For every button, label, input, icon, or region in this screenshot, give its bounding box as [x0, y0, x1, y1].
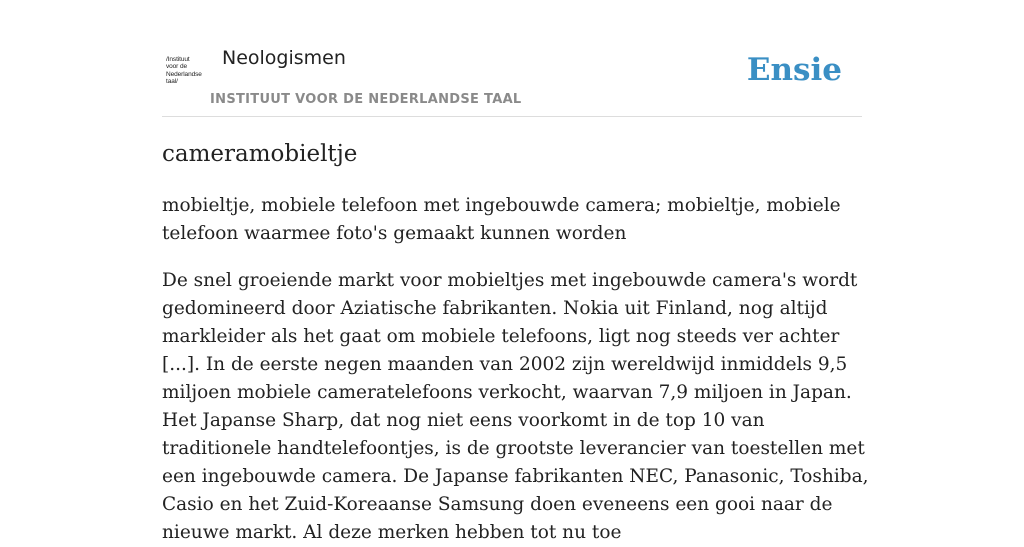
entry-example-quote: De snel groeiende markt voor mobieltjes met ingebouwde camera's wordt gedomineerd door Aziatische fabrikanten. Nokia uit Finland, nog altijd markleider als het gaat om mobiele telefoons, ligt nog steeds ver achter [...]. In de eerste negen maanden van 2002 zijn wereldwijd inmiddels 9,5 miljoen mobiele cameratelefoons verkocht, waarvan 7,9 miljoen in Japan. Het Japanse Sharp, dat nog niet eens voorkomt in de top 10 van traditionele handtelefoontjes, is de grootste leverancier van toestellen met een ingebouwde camera. De Japanse fabrikanten NEC, Panasonic, Toshiba, Casio en het Zuid-Koreaanse Samsung doen eveneens een gooi naar de nieuwe markt. Al deze merken hebben tot nu toe: [162, 270, 869, 543]
organization-name: INSTITUUT VOOR DE NEDERLANDSE TAAL: [210, 92, 522, 107]
site-header: [162, 42, 862, 117]
entry-headword: cameramobieltje: [162, 141, 358, 167]
site-title[interactable]: Neologismen: [222, 47, 346, 69]
ensie-logo[interactable]: Ensie: [746, 52, 842, 88]
ivdnt-logo[interactable]: /Instituut voor de Nederlandse taal/: [166, 56, 202, 86]
entry-definition: mobieltje, mobiele telefoon met ingebouwde camera; mobieltje, mobiele telefoon waarmee foto's gemaakt kunnen worden: [162, 195, 841, 244]
